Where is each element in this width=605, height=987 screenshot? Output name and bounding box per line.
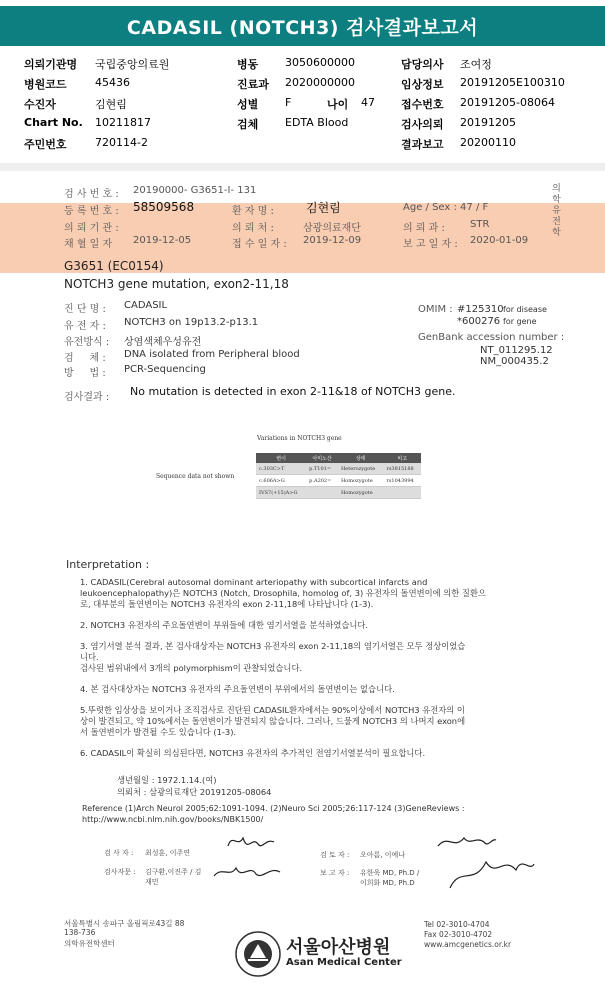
variations-title: Variations in NOTCH3 gene: [257, 435, 342, 442]
references: Reference (1)Arch Neurol 2005;62:1091-1094. (2)Neuro Sci 2005;26:117-124 (3)GeneReviews :: [82, 804, 465, 813]
interp-line: leukoencephalopathy)은 NOTCH3 (Notch, Drosophila, homolog of, 3) 유전자의 돌연변이에 의한 질환으: [80, 588, 486, 598]
report-date: 2020-01-09: [470, 235, 529, 246]
address-line: 의학유전학센터: [64, 939, 115, 948]
website: www.amcgenetics.or.kr: [424, 940, 512, 949]
label: 결과보고: [401, 138, 444, 151]
interp-line: 5.뚜렷한 임상상을 보이거나 조직검사로 진단된 CADASIL환자에서는 90%이상에서 NOTCH3 유전자의 이: [80, 705, 465, 715]
sig-names: 유한욱 MD, Ph.D / 이희화 MD, Ph.D: [360, 869, 420, 887]
column-header: 변이: [256, 453, 306, 463]
telephone: Tel 02-3010-4704: [424, 920, 490, 929]
sig-label: 검 토 자 :: [320, 851, 350, 859]
table-cell: rs1043994: [383, 475, 421, 487]
table-cell: Homozygote: [338, 487, 384, 499]
table-row: [256, 475, 421, 487]
collect-label: 채 혈 일 자: [64, 239, 113, 250]
table-cell: rs3815188: [383, 463, 421, 475]
referring-institution: 의뢰처 : 삼광의료재단 20191205-08064: [117, 787, 272, 797]
reference-url: http://www.ncbi.nlm.nih.gov/books/NBK1500/: [82, 815, 264, 824]
sig-label: 보 고 자 :: [320, 869, 350, 877]
signature-scribble: [200, 828, 290, 888]
field-label: 진 단 명 :: [64, 304, 106, 315]
label: 성별: [237, 98, 259, 111]
interp-line: 검사된 범위내에서 3개의 polymorphism이 관찰되었습니다.: [80, 663, 303, 673]
value: EDTA Blood: [285, 116, 349, 129]
age-sex: Age / Sex : 47 / F: [403, 202, 489, 213]
label: 병동: [237, 58, 259, 71]
value: 10211817: [95, 116, 151, 129]
sequence-note: Sequence data not shown: [156, 473, 235, 480]
label: 담당의사: [401, 58, 444, 71]
field-value: 상염색체우성유전: [124, 337, 202, 348]
sig-label: 검사자문 :: [104, 868, 136, 876]
omim-label: OMIM :: [418, 304, 453, 315]
table-cell: Heterozygote: [338, 463, 384, 475]
value: 20191205E100310: [460, 76, 565, 89]
field-label: 방 법 :: [64, 368, 106, 379]
table-cell: IVS7(+15)A>G: [256, 487, 306, 499]
sig-names: 김구환,이진주 / 김재민: [145, 868, 202, 886]
label: 병원코드: [24, 78, 67, 91]
genbank-2: NM_000435.2: [480, 356, 549, 367]
interp-line: 로, 대부분의 돌연변이는 NOTCH3 유전자의 exon 2-11,18에 나타납니다 (1-3).: [80, 599, 374, 609]
interp-line: 상이 발견되고, 약 10%에서는 돌연변이가 발견되지 않습니다. 그러나, 드물게 NOTCH3 의 나머지 exon에: [80, 716, 466, 726]
field-value: NOTCH3 on 19p13.2-p13.1: [124, 317, 259, 328]
test-code: G3651 (EC0154): [64, 259, 164, 273]
omim-gene-note: for gene: [503, 317, 537, 326]
patient-label: 환 자 명 :: [232, 206, 274, 217]
field-value: PCR-Sequencing: [124, 364, 206, 375]
label: 의뢰기관명: [24, 58, 78, 71]
value: 45436: [95, 76, 130, 89]
column-header: 상태: [338, 453, 384, 463]
exam-no-label: 검 사 번 호 :: [64, 189, 119, 200]
interp-line: 4. 본 검사대상자는 NOTCH3 유전자의 주요돌연변이 부위에서의 돌연변이는 없습니다.: [80, 684, 395, 694]
table-row: [256, 487, 421, 499]
label: 검사의뢰: [401, 118, 444, 131]
genbank-label: GenBank accession number :: [418, 332, 565, 343]
table-cell: c.606A>G: [256, 475, 306, 487]
field-value: DNA isolated from Peripheral blood: [124, 349, 300, 360]
date-of-birth: 생년월일 : 1972.1.14.(여): [117, 775, 217, 785]
sig-names: 최성훈, 이주연: [145, 849, 191, 857]
ward: STR: [470, 219, 490, 230]
reg-no-label: 등 록 번 호 :: [64, 206, 119, 217]
report-title: CADASIL (NOTCH3) 검사결과보고서: [0, 6, 605, 46]
inst2: 삼광의료재단: [303, 223, 361, 234]
hospital-name-ko: 서울아산병원: [286, 937, 391, 958]
field-label: 유 전 자 :: [64, 321, 106, 332]
value: 20200110: [460, 136, 516, 149]
interp-line: 니다.: [80, 652, 99, 662]
label: 주민번호: [24, 138, 67, 151]
interp-line: 서 돌연변이가 발견될 수도 있습니다 (1-3).: [80, 727, 237, 737]
table-cell: c.303C>T: [256, 463, 306, 475]
receive-label: 접 수 일 자 :: [232, 239, 287, 250]
interp-line: 6. CADASIL이 확실히 의심된다면, NOTCH3 유전자의 추가적인 전염기서열분석이 필요합니다.: [80, 748, 426, 758]
fax: Fax 02-3010-4702: [424, 930, 493, 939]
age-label: 나이: [327, 98, 349, 111]
value: 20191205: [460, 116, 516, 129]
interpretation-title: Interpretation :: [66, 558, 150, 571]
ward-label: 의 뢰 과 :: [403, 223, 445, 234]
exam-no: 20190000- G3651-I- 131: [133, 185, 257, 196]
value: 20191205-08064: [460, 96, 555, 109]
interp-line: 1. CADASIL(Cerebral autosomal dominant arteriopathy with subcortical infarcts and: [80, 577, 428, 587]
value: 2020000000: [285, 76, 355, 89]
result-label: 검사결과 :: [64, 392, 110, 403]
table-cell: Homozygote: [338, 475, 384, 487]
value: 국립중앙의료원: [95, 58, 170, 71]
genbank-1: NT_011295.12: [480, 345, 553, 356]
result-text: No mutation is detected in exon 2-11&18 of NOTCH3 gene.: [130, 385, 456, 398]
report-date-label: 보 고 일 자 :: [403, 239, 458, 250]
receive-date: 2019-12-09: [303, 235, 362, 246]
address-line: 서울특별시 송파구 올림픽로43길 88: [64, 919, 185, 928]
table-cell: [383, 487, 421, 499]
label: 임상정보: [401, 78, 444, 91]
value: F: [285, 96, 292, 109]
variations-table: [256, 453, 421, 499]
interp-line: 2. NOTCH3 유전자의 주요돌연변이 부위들에 대한 염기서열을 분석하였습니다.: [80, 620, 369, 630]
address-line: 138-736: [64, 928, 96, 937]
patient-name: 김현림: [306, 201, 341, 215]
age-value: 47: [361, 96, 375, 109]
hospital-name-en: Asan Medical Center: [286, 957, 402, 968]
label: 접수번호: [401, 98, 444, 111]
asan-foundation-seal: [234, 930, 282, 978]
table-cell: [306, 487, 338, 499]
sig-names: 오아름, 이예나: [360, 851, 406, 859]
inst2-label: 의 뢰 처 :: [232, 223, 274, 234]
table-header-row: [256, 453, 421, 463]
signature-scribble: [430, 826, 540, 896]
collect-date: 2019-12-05: [133, 235, 192, 246]
label: 검체: [237, 118, 259, 131]
value: 김현림: [95, 98, 127, 111]
value: 조여정: [460, 58, 492, 71]
value: 3050600000: [285, 56, 355, 69]
interp-line: 3. 염기서열 분석 결과, 본 검사대상자는 NOTCH3 유전자의 exon 2-11,18의 염기서열은 모두 정상이었습: [80, 641, 466, 651]
omim-gene: *600276: [457, 316, 501, 327]
field-label: 검 체 :: [64, 353, 106, 364]
sig-label: 검 사 자 :: [104, 849, 134, 857]
reg-no: 58509568: [133, 200, 195, 214]
column-header: 아미노산: [306, 453, 338, 463]
table-row: [256, 463, 421, 475]
side-label: 의학유전학: [550, 183, 560, 238]
omim-disease-note: for disease: [503, 305, 547, 314]
table-cell: p.T101=: [306, 463, 338, 475]
column-header: 비고: [383, 453, 421, 463]
label: 진료과: [237, 78, 269, 91]
test-name: NOTCH3 gene mutation, exon2-11,18: [64, 277, 289, 291]
table-cell: p.A202=: [306, 475, 338, 487]
interpretation-body: [80, 577, 555, 759]
field-value: CADASIL: [124, 300, 168, 311]
field-label: 유전방식 :: [64, 337, 110, 348]
omim-disease: #125310: [457, 304, 504, 315]
label: 수진자: [24, 98, 56, 111]
label: Chart No.: [24, 116, 83, 129]
value: 720114-2: [95, 136, 148, 149]
inst-label: 의 뢰 기 관 :: [64, 223, 119, 234]
